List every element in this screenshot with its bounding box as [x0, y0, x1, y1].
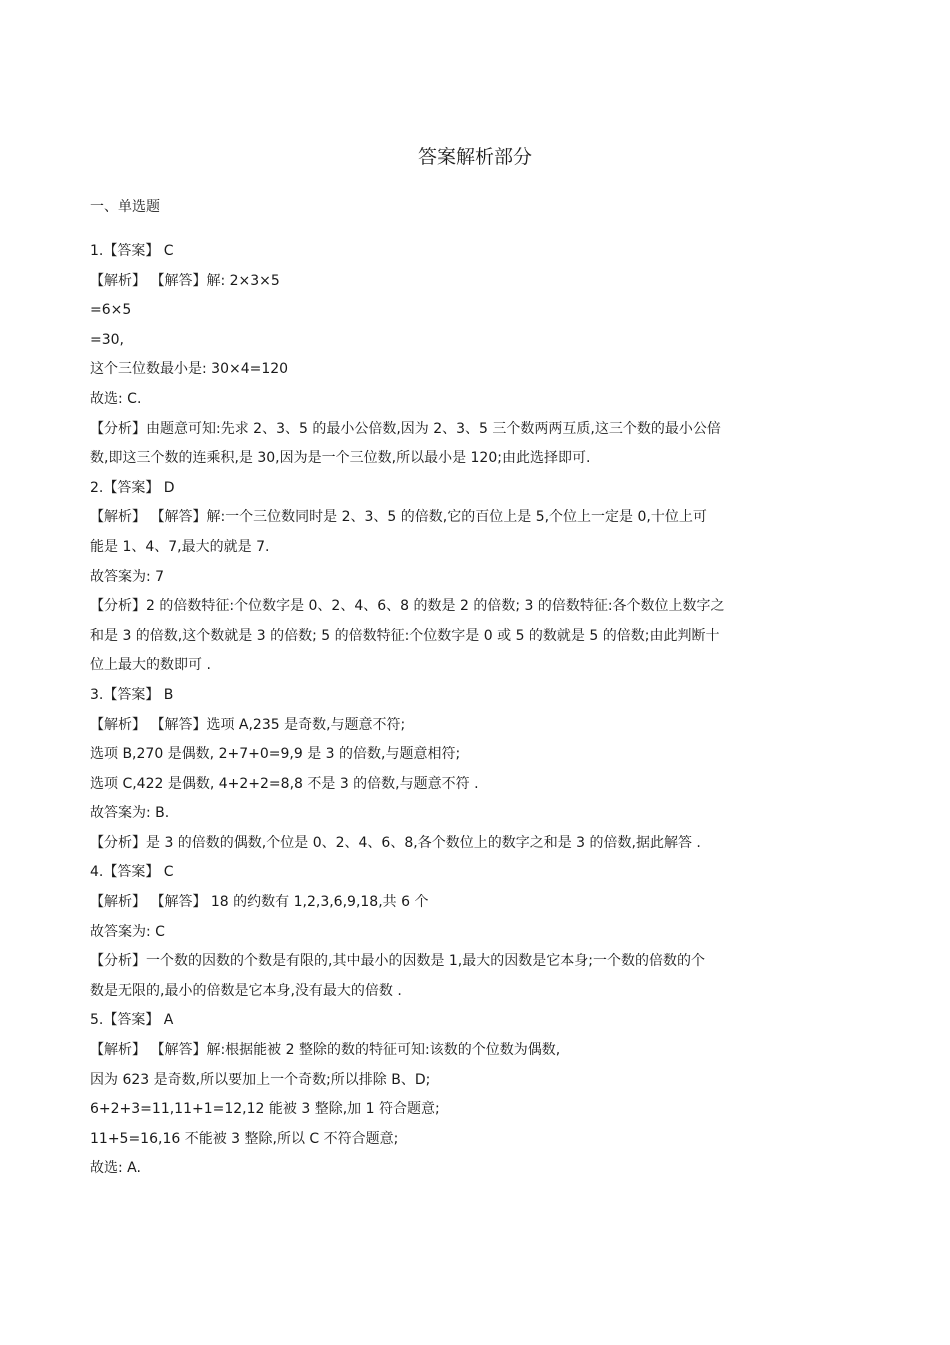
- text-line: 故答案为: 7: [90, 568, 165, 585]
- text-line: 故答案为: B.: [90, 805, 170, 822]
- text-line: 能是 1、4、7,最大的就是 7.: [90, 538, 270, 555]
- text-line: 故选: C.: [90, 390, 142, 407]
- text-line: 故选: A.: [90, 1160, 141, 1177]
- text-line: 【分析】是 3 的倍数的偶数,个位是 0、2、4、6、8,各个数位上的数字之和是 3 的倍数,据此解答 .: [90, 834, 701, 851]
- text-line: 【解析】 【解答】解: 2×3×5: [90, 272, 280, 289]
- text-line: 位上最大的数即可 .: [90, 657, 211, 674]
- text-line: 【分析】由题意可知:先求 2、3、5 的最小公倍数,因为 2、3、5 三个数两两互质,这三个数的最小公倍: [90, 420, 721, 437]
- section-heading: 一、单选题: [90, 199, 160, 215]
- text-line: 1.【答案】 C: [90, 243, 174, 259]
- text-line: 3.【答案】 B: [90, 686, 174, 703]
- text-line: 和是 3 的倍数,这个数就是 3 的倍数; 5 的倍数特征:个位数字是 0 或 5 的数就是 5 的倍数;由此判断十: [90, 627, 720, 644]
- text-line: 4.【答案】 C: [90, 864, 174, 881]
- text-line: =6×5: [90, 302, 132, 319]
- text-line: 选项 B,270 是偶数, 2+7+0=9,9 是 3 的倍数,与题意相符;: [90, 746, 461, 763]
- text-line: 6+2+3=11,11+1=12,12 能被 3 整除,加 1 符合题意;: [90, 1101, 440, 1118]
- text-line: 因为 623 是奇数,所以要加上一个奇数;所以排除 B、D;: [90, 1071, 431, 1088]
- text-line: =30,: [90, 331, 124, 348]
- text-line: 数是无限的,最小的倍数是它本身,没有最大的倍数 .: [90, 982, 402, 999]
- text-line: 11+5=16,16 不能被 3 整除,所以 C 不符合题意;: [90, 1130, 399, 1147]
- text-line: 这个三位数最小是: 30×4=120: [90, 361, 289, 378]
- text-line: 【解析】 【解答】选项 A,235 是奇数,与题意不符;: [90, 716, 406, 733]
- text-line: 数,即这三个数的连乘积,是 30,因为是一个三位数,所以最小是 120;由此选择即可.: [90, 450, 591, 467]
- text-line: 2.【答案】 D: [90, 479, 175, 496]
- text-line: 故答案为: C: [90, 923, 165, 940]
- text-line: 5.【答案】 A: [90, 1012, 174, 1029]
- text-line: 【解析】 【解答】解:一个三位数同时是 2、3、5 的倍数,它的百位上是 5,个位上一定是 0,十位上可: [90, 509, 707, 526]
- text-line: 【分析】2 的倍数特征:个位数字是 0、2、4、6、8 的数是 2 的倍数; 3 的倍数特征:各个数位上数字之: [90, 598, 725, 615]
- text-line: 【分析】一个数的因数的个数是有限的,其中最小的因数是 1,最大的因数是它本身;一个数的倍数的个: [90, 953, 705, 970]
- document-body: [90, 196, 860, 1184]
- page-title: 答案解析部分: [417, 146, 532, 168]
- text-line: 选项 C,422 是偶数, 4+2+2=8,8 不是 3 的倍数,与题意不符 .: [90, 775, 479, 792]
- text-line: 【解析】 【解答】解:根据能被 2 整除的数的特征可知:该数的个位数为偶数,: [90, 1042, 561, 1059]
- text-line: 【解析】 【解答】 18 的约数有 1,2,3,6,9,18,共 6 个: [90, 894, 429, 911]
